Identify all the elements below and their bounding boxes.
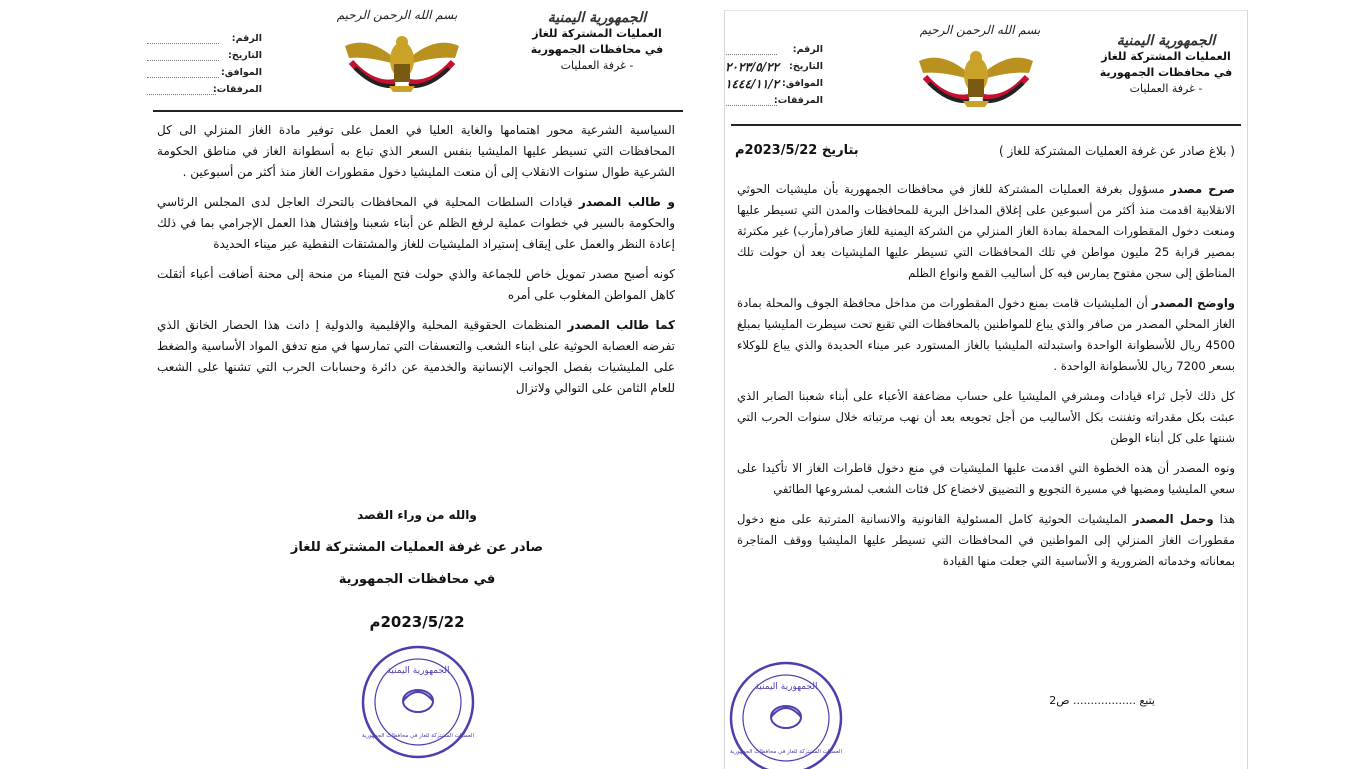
meta-date-label: التاريخ: (789, 61, 823, 72)
org-name: العمليات المشتركة للغاز (1101, 50, 1231, 63)
closing-line: والله من وراء القصد (357, 508, 477, 522)
source-lead: واوضح المصدر (1151, 296, 1235, 310)
meta-fields (724, 41, 823, 109)
org-region: في محافظات الجمهورية (1099, 66, 1233, 79)
stamp-bottom-text: العمليات المشتركة للغاز في محافظات الجمهورية (362, 733, 474, 739)
meta-attachments-label: المرفقات: (212, 84, 262, 95)
issued-by: صادر عن غرفة العمليات المشتركة للغاز (290, 540, 544, 555)
meta-hijri-label: الموافق: (782, 78, 823, 89)
source-lead: وحمل المصدر (1132, 512, 1214, 526)
issue-date: 2023/5/22م (369, 613, 465, 631)
handwritten-date: ٢٠٢٣/٥/٢٢ (725, 59, 779, 74)
paragraph: كل ذلك لأجل ثراء قيادات ومشرفي المليشيا على حساب مضاعفة الأعباء على أبناء شعبنا الصابر الذي عبثت بكل مقدراته وتفننت بكل الأساليب من أجل تجويعه بعد أن نهب مرتباته خلال سنوات الحرب التي شنتها على كل أبناء الوطن (737, 389, 1235, 445)
left-body (157, 120, 675, 408)
bulletin-title: ( بلاغ صادر عن غرفة العمليات المشتركة للغاز ) (998, 143, 1235, 158)
yemen-emblem-icon (911, 41, 1041, 109)
meta-fields (147, 30, 262, 98)
basmala: بسم الله الرحمن الرحيم (919, 23, 1041, 37)
bulletin-date: بتاريخ 2023/5/22م (735, 143, 859, 158)
bulletin-title-row (735, 143, 1235, 158)
issued-by-region: في محافظات الجمهورية (338, 572, 496, 587)
paragraph: واوضح المصدر أن المليشيات قامت بمنع دخول المقطورات من مداخل محافظة الجوف والمحلة بمادة الغاز المحلي المصدر من صافر والذي يباع للمواطنين بالمحافظات التي تقبع تحت سيطرت المليشيا بمبلغ 4500 ريال للأسطوانة الواحدة واستبدلته المليشيا بالغاز المستورد عبر ميناء الحديدة والذي يباع للوكلاء بسعر 7200 ريال للأسطوانة الواحدة . (737, 296, 1235, 373)
source-lead: كما طالب المصدر (567, 318, 675, 332)
right-body (737, 179, 1235, 581)
basmala: بسم الله الرحمن الرحيم (336, 8, 458, 22)
meta-attachments-label: المرفقات: (773, 95, 823, 106)
paragraph: كما طالب المصدر المنظمات الحقوقية المحلية والإقليمية والدولية إ دانت هذا الحصار الخانق الذي تفرضه العصابة الحوثية على ابناء الشعب والتعسفات التي تمارسها في منع تدفق المواد الأساسية والضغط على المليشيات بفصل الجوانب الإنسانية والخدمية عن دائرة وحسابات الحرب التي تشنها على الشعب للعام الثامن على التوالي ولاتزال (157, 318, 675, 395)
republic-title: الجمهورية اليمنية (547, 10, 647, 26)
org-name: العمليات المشتركة للغاز (532, 27, 662, 40)
paragraph: ونوه المصدر أن هذه الخطوة التي اقدمت عليها المليشيات في منع دخول قاطرات الغاز الا تأكيدا على سعي المليشيا ومضيها في مسيرة التجويع و التضييق لاخضاع كل فئات الشعب لمشروعها الطائفي (737, 461, 1235, 496)
meta-date-label: التاريخ: (228, 50, 262, 61)
header-divider (153, 110, 683, 112)
stamp-top-text: الجمهورية اليمنية (754, 682, 818, 692)
handwritten-hijri: ١٤٤٤/١١/٢ (725, 76, 779, 91)
source-lead: صرح مصدر (1170, 182, 1235, 196)
left-document-page (147, 0, 690, 768)
paragraph: صرح مصدر مسؤول بغرفة العمليات المشتركة للغاز في محافظات الجمهورية بأن مليشيات الحوثي الانقلابية اقدمت منذ أكثر من أسبوعين على إغلاق المداخل البرية للمحافظات والمدن التي تسيطر عليها ومنعت دخول المقطورات المحملة بمادة الغاز المنزلي من الشركة اليمنية للغاز صافر(مأرب) غير مكترثة بمصير قرابة 25 مليون مواطن في تلك المحافظات التي تسيطر عليها المليشيات بعد أن حولت تلك المناطق إلى سجن مفتوح يمارس فيه كل أساليب القمع وانواع الظلم (737, 182, 1235, 280)
org-region: في محافظات الجمهورية (530, 43, 664, 56)
meta-number-label: الرقم: (792, 44, 823, 55)
org-room: - غرفة العمليات (1129, 82, 1203, 95)
official-stamp-icon (359, 643, 477, 761)
right-document-page (724, 10, 1248, 769)
header-divider (731, 124, 1241, 126)
stamp-bottom-text: العمليات المشتركة للغاز في محافظات الجمهورية (730, 749, 842, 755)
republic-title: الجمهورية اليمنية (1116, 33, 1216, 49)
stamp-top-text: الجمهورية اليمنية (386, 666, 450, 676)
source-lead: و طالب المصدر (578, 195, 675, 209)
meta-number-label: الرقم: (231, 33, 262, 44)
meta-hijri-label: الموافق: (221, 67, 262, 78)
paragraph: كونه أصبح مصدر تمويل خاص للجماعة والذي حولت فتح الميناء من منحة إلى محنة أضافت أعباء أثقلت كاهل المواطن المغلوب على أمره (157, 267, 675, 302)
official-stamp-icon (727, 659, 845, 769)
continued-footer: يتبع .................. ص2 (1049, 694, 1155, 707)
org-header (1091, 33, 1241, 97)
org-room: - غرفة العمليات (560, 59, 634, 72)
org-header (517, 10, 677, 74)
paragraph: و طالب المصدر قيادات السلطات المحلية في المحافظات بالتحرك العاجل لدى المجلس الرئاسي والحكومة بالسير في خطوات عملية لرفع الظلم عن أبناء شعبنا وإفشال هذا العمل الإجرامي بما في ذلك إعادة النظر والعمل على إيقاف إستيراد المليشيات للغاز والمشتقات النفطية عبر ميناء الحديدة (157, 195, 675, 251)
paragraph: هذا وحمل المصدر المليشيات الحوثية كامل المسئولية القانونية والانسانية المترتبة على منع دخول مقطورات الغاز المنزلي إلى المواطنين في المحافظات التي تسيطر عليها المليشيا ووقف المتاجرة بمعاناته وخدماته الضرورية و الأساسية التي جعلت منها القيادة (737, 512, 1235, 568)
yemen-emblem-icon (337, 26, 467, 94)
paragraph: السياسية الشرعية محور اهتمامها والغاية العليا في العمل على توفير مادة الغاز المنزلي الى كل المحافظات التي تسيطر عليها المليشيا بنفس السعر الذي تباع به أسطوانة الغاز في مناطق الحكومة الشرعية طوال سنوات الانقلاب إلى أن منعت المليشيا دخول مقطورات الغاز منذ أكثر من أسبوعين . (157, 123, 675, 179)
